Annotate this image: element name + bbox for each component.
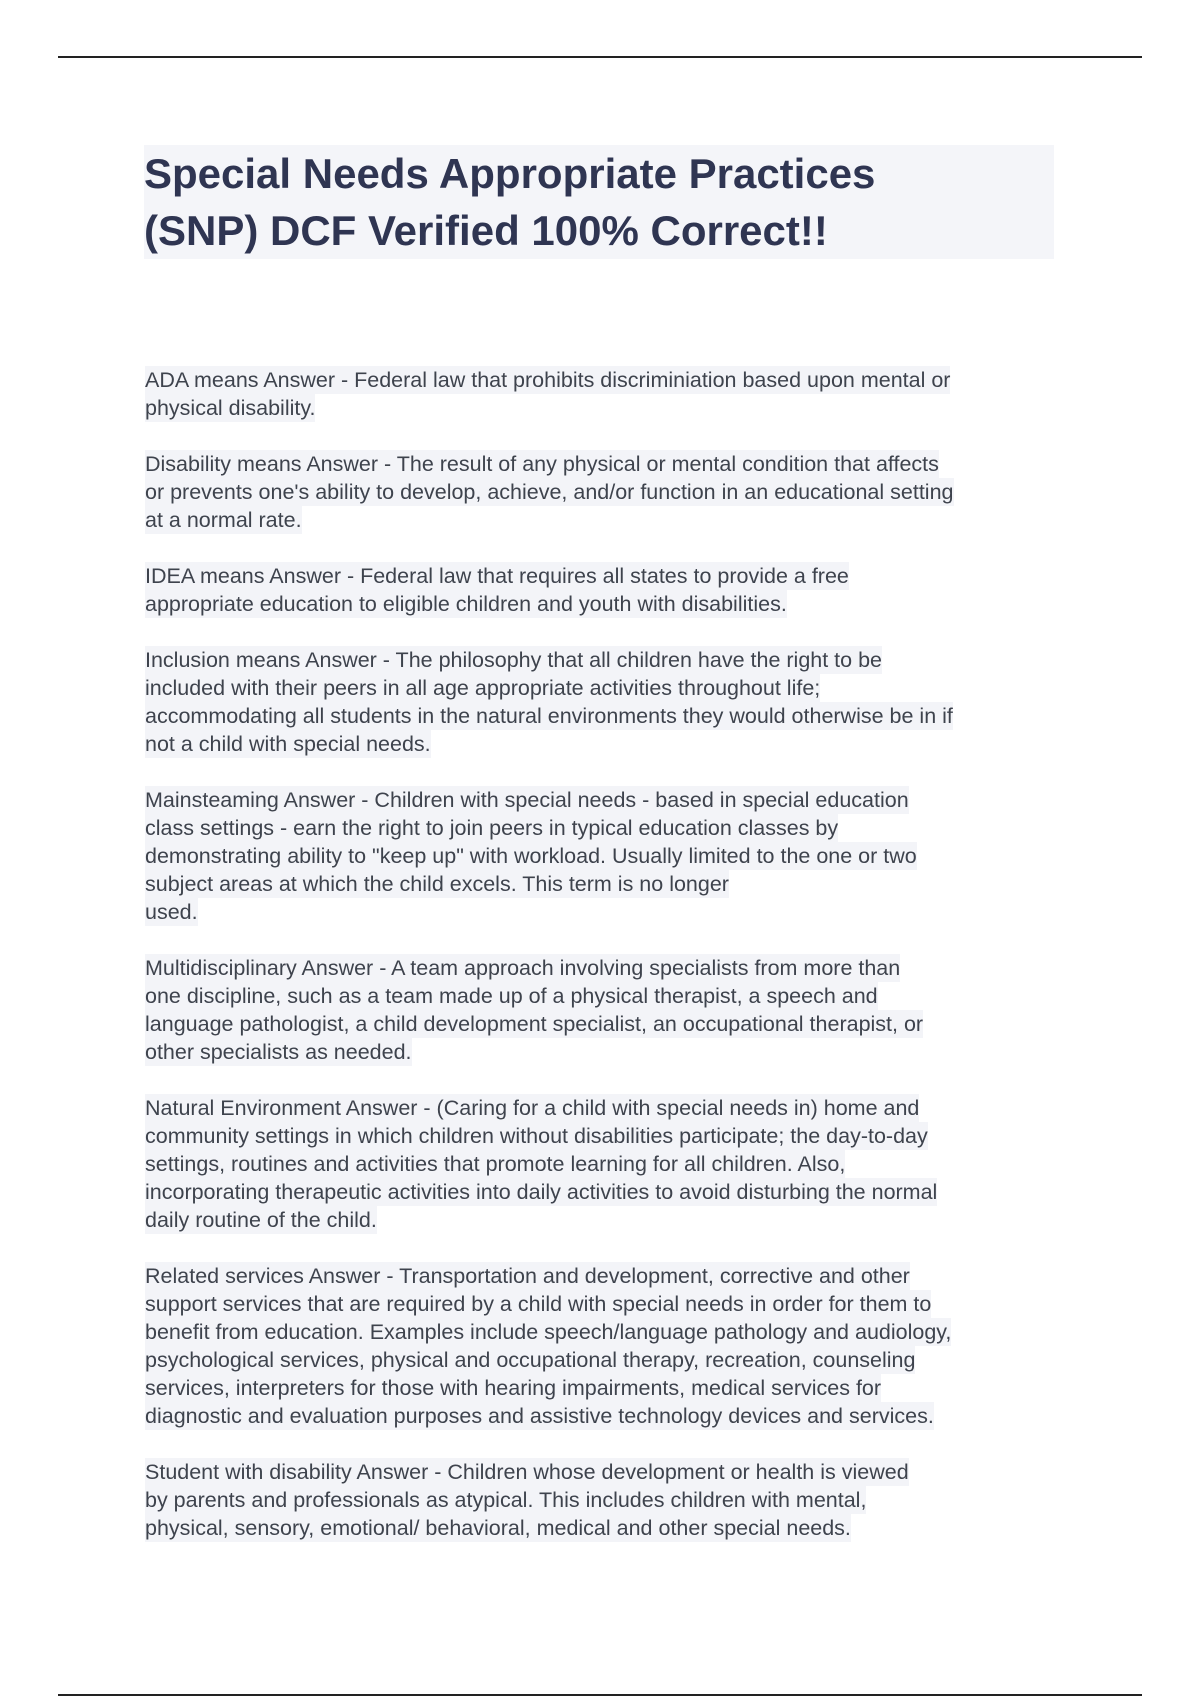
entry-natural-environment [145,1094,1075,1234]
entry-multidisciplinary [145,954,1075,1066]
top-rule [58,56,1142,58]
entry-line: Disability means Answer - The result of any physical or mental condition that affects [145,452,939,476]
entry-ada [145,366,1075,422]
entry-line: Student with disability Answer - Children whose development or health is viewed [145,1460,909,1484]
entry-line: psychological services, physical and occupational therapy, recreation, counseling [145,1348,916,1372]
entry-inclusion [145,646,1075,758]
definitions-list [145,366,1075,1570]
entry-line: accommodating all students in the natural environments they would otherwise be in if [145,704,953,728]
entry-line: benefit from education. Examples include speech/language pathology and audiology, [145,1320,952,1344]
entry-line: not a child with special needs. [145,732,431,756]
entry-line: IDEA means Answer - Federal law that requires all states to provide a free [145,564,849,588]
entry-line: Related services Answer - Transportation and development, corrective and other [145,1264,910,1288]
entry-line: or prevents one's ability to develop, achieve, and/or function in an educational setting [145,480,954,504]
entry-line: daily routine of the child. [145,1208,377,1232]
entry-line: appropriate education to eligible children and youth with disabilities. [145,592,787,616]
entry-line: one discipline, such as a team made up of a physical therapist, a speech and [145,984,878,1008]
entry-line: demonstrating ability to "keep up" with workload. Usually limited to the one or two [145,844,917,868]
entry-line: community settings in which children without disabilities participate; the day-to-day [145,1124,928,1148]
entry-line: included with their peers in all age appropriate activities throughout life; [145,676,821,700]
entry-disability [145,450,1075,534]
title-line: (SNP) DCF Verified 100% Correct!! [144,207,828,254]
entry-line: by parents and professionals as atypical. This includes children with mental, [145,1488,867,1512]
entry-line: Inclusion means Answer - The philosophy that all children have the right to be [145,648,883,672]
entry-line: settings, routines and activities that promote learning for all children. Also, [145,1152,846,1176]
entry-line: services, interpreters for those with hearing impairments, medical services for [145,1376,882,1400]
entry-related-services [145,1262,1075,1430]
bottom-rule [58,1694,1142,1696]
entry-line: Multidisciplinary Answer - A team approach involving specialists from more than [145,956,901,980]
entry-line: other specialists as needed. [145,1040,412,1064]
entry-mainsteaming [145,786,1075,926]
entry-idea [145,562,1075,618]
entry-student-with-disability [145,1458,1075,1542]
entry-line: class settings - earn the right to join peers in typical education classes by [145,816,839,840]
entry-line: Natural Environment Answer - (Caring for a child with special needs in) home and [145,1096,920,1120]
entry-line: diagnostic and evaluation purposes and assistive technology devices and services. [145,1404,934,1428]
entry-line: support services that are required by a child with special needs in order for them to [145,1292,932,1316]
document-title [144,145,1054,259]
entry-line: physical, sensory, emotional/ behavioral, medical and other special needs. [145,1516,851,1540]
entry-line: at a normal rate. [145,508,302,532]
entry-line: Mainsteaming Answer - Children with special needs - based in special education [145,788,909,812]
title-line: Special Needs Appropriate Practices [144,150,876,197]
entry-line: ADA means Answer - Federal law that prohibits discriminiation based upon mental or [145,368,951,392]
entry-line: language pathologist, a child development specialist, an occupational therapist, or [145,1012,924,1036]
entry-line: used. [145,900,198,924]
entry-line: physical disability. [145,396,316,420]
entry-line: subject areas at which the child excels. This term is no longer [145,872,729,896]
entry-line: incorporating therapeutic activities into daily activities to avoid disturbing the normal [145,1180,938,1204]
